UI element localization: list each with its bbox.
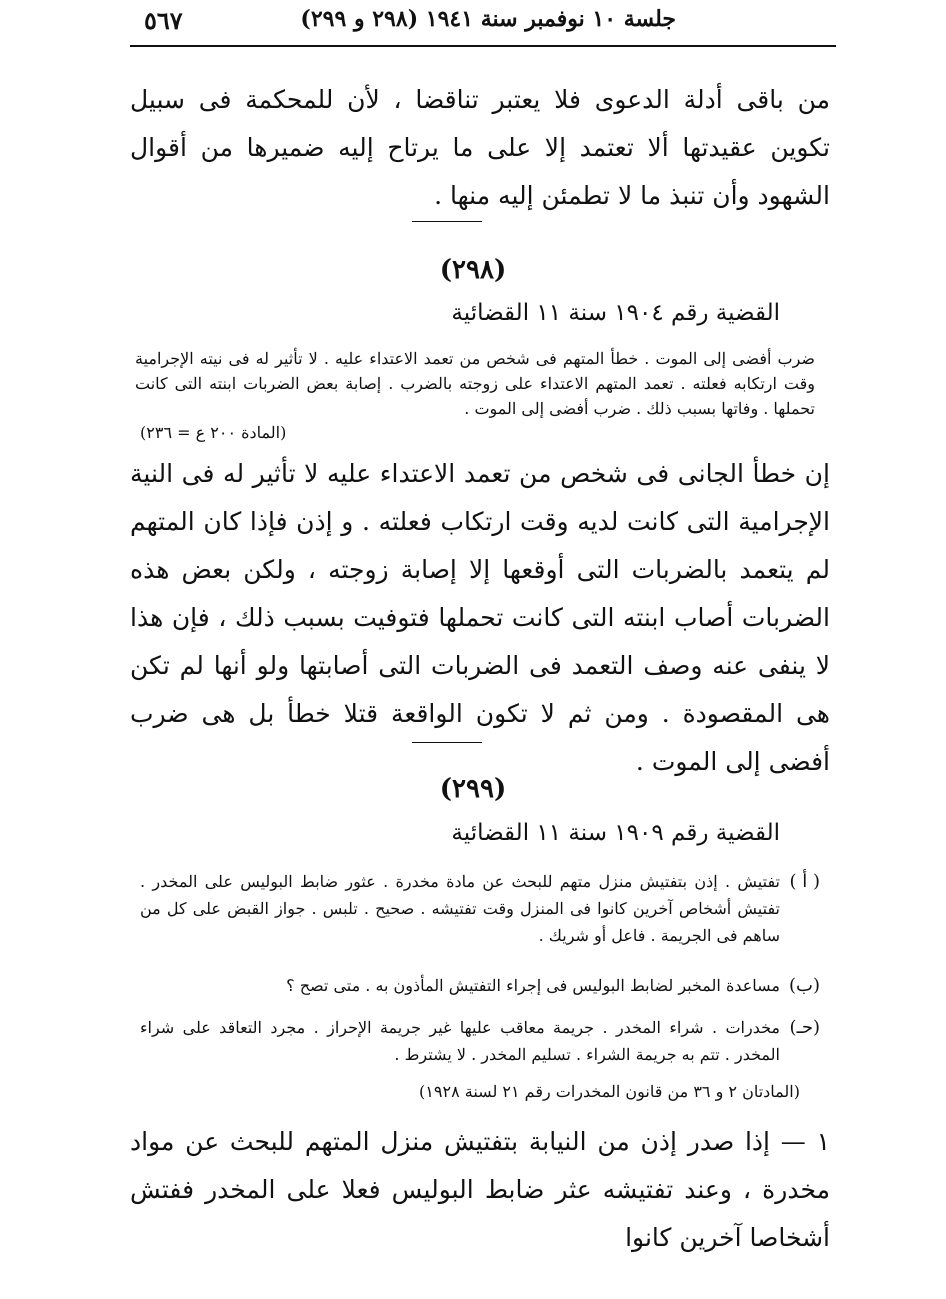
section-separator bbox=[412, 221, 482, 222]
summary-item-a bbox=[140, 868, 820, 949]
case-title-299: القضية رقم ١٩٠٩ سنة ١١ القضائية bbox=[451, 820, 780, 846]
header-rule bbox=[130, 45, 836, 47]
case-body-299: ١ — إذا صدر إذن من النيابة بتفتيش منزل المتهم للبحث عن مواد مخدرة ، وعند تفتيشه عثر ضابط البوليس فعلا على المخدر ففتش أشخاصا آخرين كانوا bbox=[130, 1127, 830, 1252]
header-title: جلسة ١٠ نوفمبر سنة ١٩٤١ (٢٩٨ و ٢٩٩) bbox=[300, 6, 676, 32]
intro-paragraph: من باقى أدلة الدعوى فلا يعتبر تناقضا ، لأن للمحكمة فى سبيل تكوين عقيدتها ألا تعتمد إلا على ما يرتاح إليه ضميرها من أقوال الشهود وأن تنبذ ما لا تطمئن إليه منها . bbox=[130, 85, 830, 210]
item-marker: (حـ) bbox=[789, 1017, 820, 1038]
case-summary-298: ضرب أفضى إلى الموت . خطأ المتهم فى شخص من تعمد الاعتداء عليه . لا تأثير له فى نيته الإجرامية وقت ارتكابه فعلته . تعمد المتهم الاعتداء على زوجته بالضرب . إصابة بعض الضربات ابنته التى كانت تحملها . وفاتها بسبب ذلك . ضرب أفضى إلى الموت . bbox=[135, 349, 815, 418]
article-reference-299: (المادتان ٢ و ٣٦ من قانون المخدرات رقم ٢١ لسنة ١٩٢٨) bbox=[419, 1082, 800, 1101]
summary-item-b bbox=[140, 972, 820, 999]
page-number: ٥٦٧ bbox=[144, 6, 183, 35]
item-text: تفتيش . إذن بتفتيش منزل متهم للبحث عن مادة مخدرة . عثور ضابط البوليس على المخدر . تفتيش أشخاص آخرين كانوا فى المنزل وقت تفتيشه . صحيح . تلبس . جواز القبض على كل من ساهم فى الجريمة . فاعل أو شريك . bbox=[140, 872, 780, 945]
item-marker: ( أ ) bbox=[789, 871, 820, 892]
item-marker: (ب) bbox=[789, 975, 820, 996]
summary-item-c bbox=[140, 1014, 820, 1068]
item-text: مخدرات . شراء المخدر . جريمة معاقب عليها غير جريمة الإحراز . مجرد التعاقد على شراء المخدر . تتم به جريمة الشراء . تسليم المخدر . لا يشترط . bbox=[140, 1018, 780, 1064]
case-body-298: إن خطأ الجانى فى شخص من تعمد الاعتداء عليه لا تأثير له فى النية الإجرامية التى كانت لديه وقت ارتكاب فعلته . و إذن فإذا كان المتهم لم يتعمد بالضربات التى أوقعها إلا إصابة زوجته ، ولكن بعض هذه الضربات أصاب ابنته التى كانت تحملها فتوفيت بسبب ذلك ، فإن هذا لا ينفى عنه وصف التعمد فى الضربات التى أصابتها ولو أنها لم تكن هى المقصودة . ومن ثم لا تكون الواقعة قتلا خطأ بل هى ضرب أفضى إلى الموت . bbox=[130, 459, 830, 776]
case-title-298: القضية رقم ١٩٠٤ سنة ١١ القضائية bbox=[451, 300, 780, 326]
case-number-298: (٢٩٨) bbox=[439, 255, 507, 285]
running-header bbox=[130, 6, 836, 36]
case-number-299: (٢٩٩) bbox=[439, 774, 507, 804]
item-text: مساعدة المخبر لضابط البوليس فى إجراء التفتيش المأذون به . متى تصح ؟ bbox=[286, 976, 780, 995]
section-separator bbox=[412, 742, 482, 743]
article-reference-298: (المادة ٢٠٠ ع = ٢٣٦) bbox=[140, 423, 287, 442]
